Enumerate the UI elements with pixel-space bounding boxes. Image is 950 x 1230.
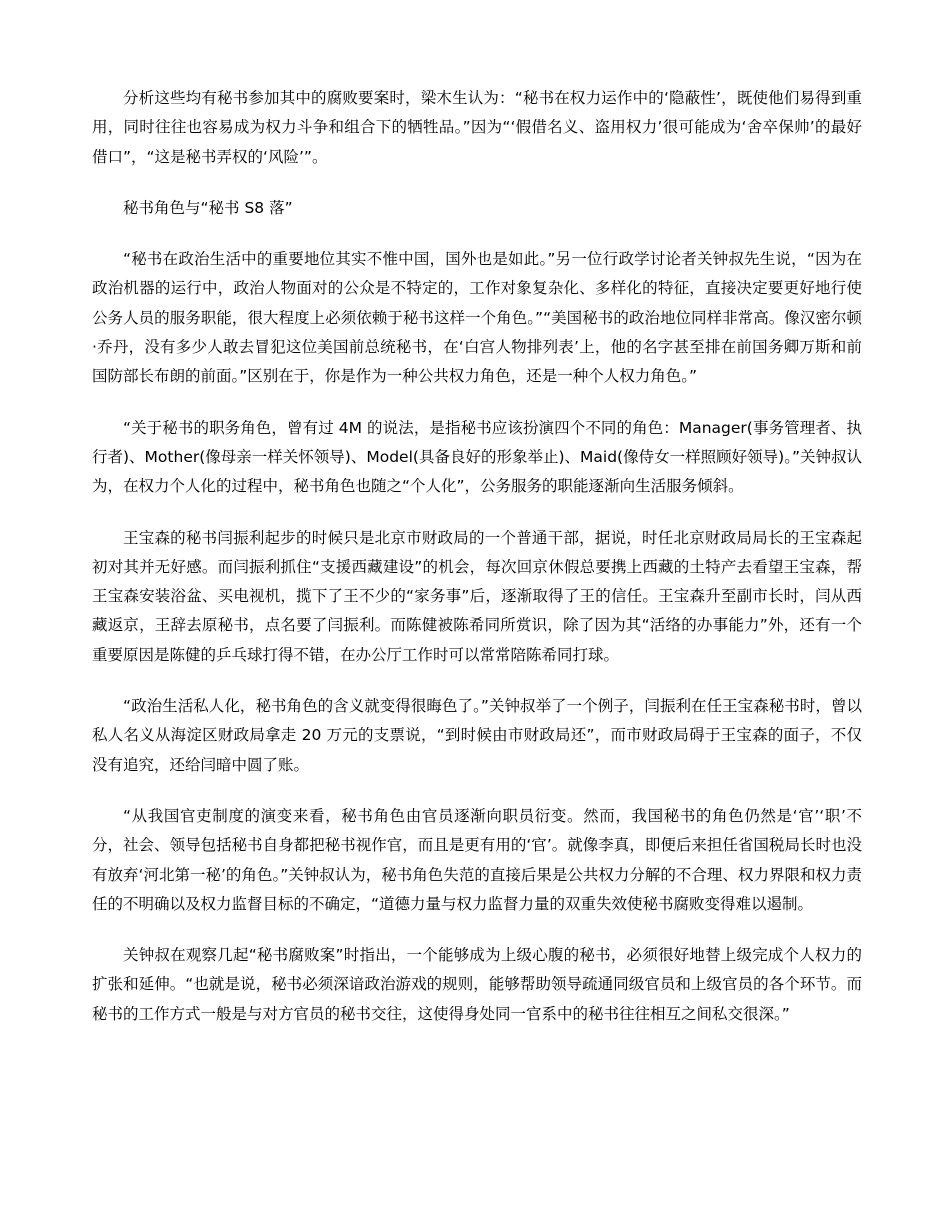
paragraph-4: 王宝森的秘书闫振利起步的时候只是北京市财政局的一个普通干部，据说，时任北京财政局局长的王宝森起初对其并无好感。而闫振利抓住“支援西藏建设”的机会，每次回京休假总要携上西藏的土特产去看望王宝森，帮王宝森安装浴盆、买电视机，揽下了王不少的“家务事”后，逐渐取得了王的信任。王宝森升至副市长时，闫从西藏返京，王辞去原秘书，点名要了闫振利。而陈健被陈希同所赏识，除了因为其“活络的办事能力”外，还有一个重要原因是陈健的乒乓球打得不错，在办公厅工作时可以常常陪陈希同打球。 [92,528,862,664]
paragraph-6: “从我国官吏制度的演变来看，秘书角色由官员逐渐向职员衍变。然而，我国秘书的角色仍然是‘官’‘职’不分，社会、领导包括秘书自身都把秘书视作官，而且是更有用的‘官’。就像李真，即便后来担任省国税局长时也没有放弃‘河北第一秘’的角色。”关钟叔认为，秘书角色失范的直接后果是公共权力分解的不合理、权力界限和权力责任的不明确以及权力监督目标的不确定，“道德力量与权力监督力量的双重失效使秘书腐败变得难以遏制。 [92,806,862,913]
paragraph-5: “政治生活私人化，秘书角色的含义就变得很晦色了。”关钟叔举了一个例子，闫振利在任王宝森秘书时，曾以私人名义从海淀区财政局拿走 20 万元的支票说，“到时候由市财政局还”，而市财政局碍于王宝森的面子，不仅没有追究，还给闫暗中圆了账。 [92,697,862,774]
paragraph-7: 关钟叔在观察几起“秘书腐败案”时指出，一个能够成为上级心腹的秘书，必须很好地替上级完成个人权力的扩张和延伸。“也就是说，秘书必须深谙政治游戏的规则，能够帮助领导疏通同级官员和上级官员的各个环节。而秘书的工作方式一般是与对方官员的秘书交往，这使得身处同一官系中的秘书往往相互之间私交很深。” [92,946,862,1023]
paragraph-3: “关于秘书的职务角色，曾有过 4M 的说法，是指秘书应该扮演四个不同的角色：Manager(事务管理者、执行者)、Mother(像母亲一样关怀领导)、Model(具备良好的形象举止)、Maid(像侍女一样照顾好领导)。”关钟叔认为，在权力个人化的过程中，秘书角色也随之“个人化”，公务服务的职能逐渐向生活服务倾斜。 [92,418,862,496]
paragraph-2: “秘书在政治生活中的重要地位其实不惟中国，国外也是如此。”另一位行政学讨论者关钟叔先生说，“因为在政治机器的运行中，政治人物面对的公众是不特定的，工作对象复杂化、多样化的特征，直接决定要更好地行使公务人员的服务职能，很大程度上必须依赖于秘书这样一个角色。”“美国秘书的政治地位同样非常高。像汉密尔顿·乔丹，没有多少人敢去冒犯这位美国前总统秘书，在‘白宫人物排列表’上，他的名字甚至排在前国务卿万斯和前国防部长布朗的前面。”区别在于，你是作为一种公共权力角色，还是一种个人权力角色。” [92,250,862,386]
paragraph-1: 分析这些均有秘书参加其中的腐败要案时，梁木生认为：“秘书在权力运作中的‘隐蔽性’，既使他们易得到重用，同时往往也容易成为权力斗争和组合下的牺牲品。”因为“‘假借名义、盗用权力’很可能成为‘舍卒保帅’的最好借口”，“这是秘书弄权的‘风险’”。 [92,89,862,166]
section-heading: 秘书角色与“秘书 S8 落” [123,198,293,217]
